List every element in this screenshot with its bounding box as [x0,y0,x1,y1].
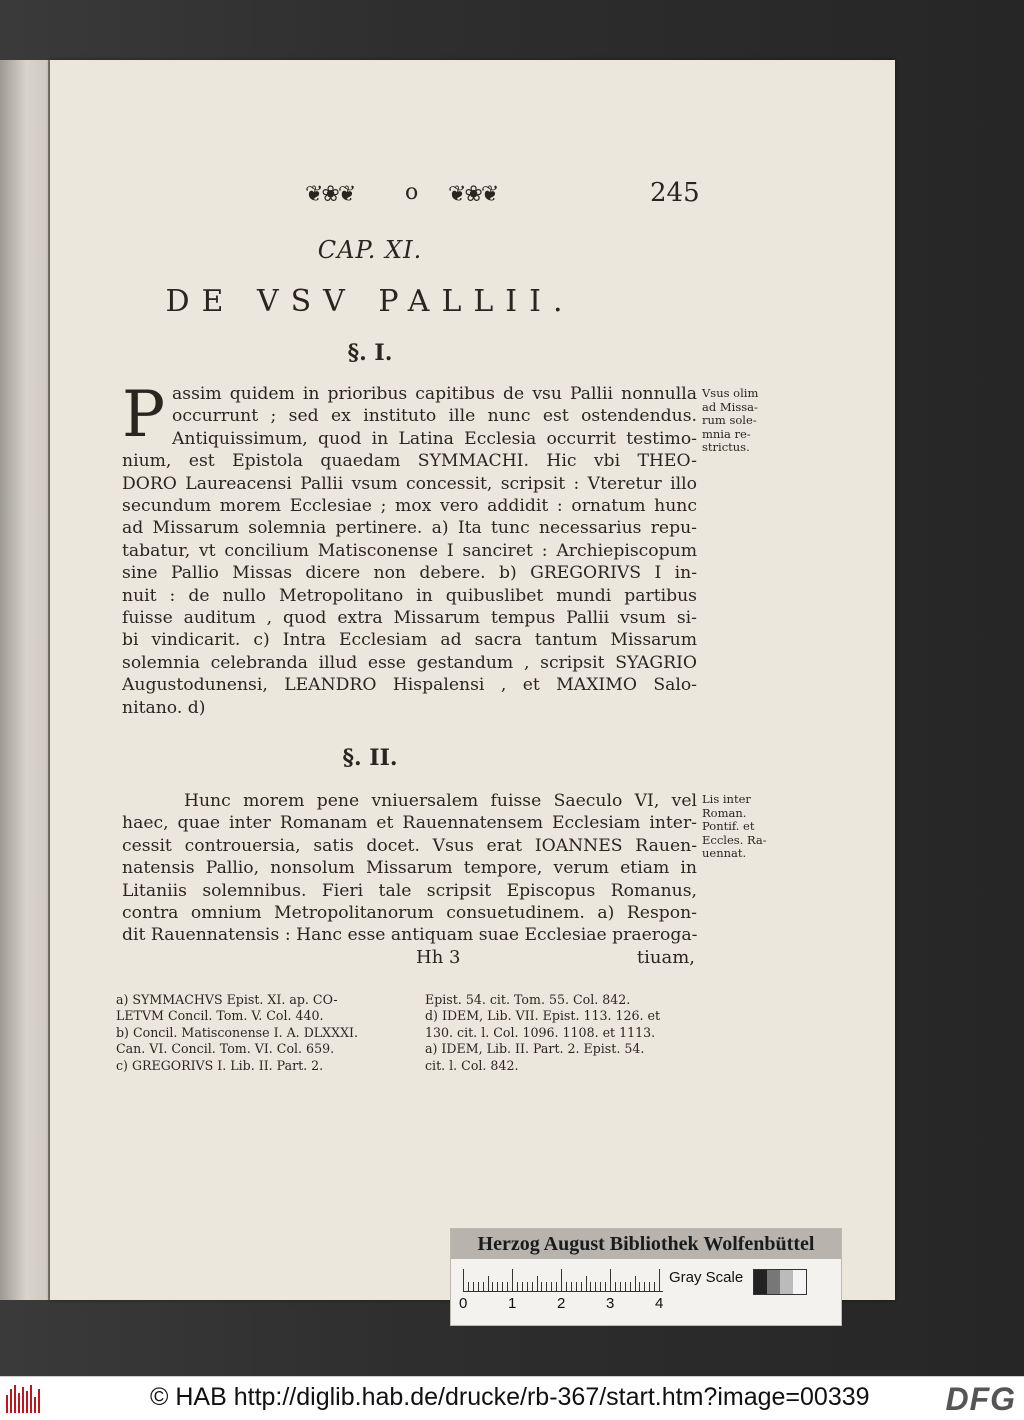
text-line: tabatur, vt concilium Matisconense I sanciret : Archiepiscopum [122,540,697,561]
ornament-left: ❦❀❦ [305,182,355,207]
text-line: bi vindicarit. c) Intra Ecclesiam ad sacra tantum Missarum [122,630,697,651]
ruler-tick [556,1282,557,1291]
ruler-tick [507,1282,508,1291]
footnote-line: a) IDEM, Lib. II. Part. 2. Epist. 54. [425,1041,645,1057]
text-line: nuit : de nullo Metropolitano in quibuslibet mundi partibus [122,585,697,606]
ruler-tick [566,1282,567,1291]
page-number: 245 [650,178,700,208]
margin-note-line: strictus. [702,440,750,454]
ruler-tick [512,1269,513,1291]
ruler-tick [639,1282,640,1291]
text-line: sine Pallio Missas dicere non debere. b) GREGORIVS I in- [122,563,697,584]
ruler-tick [532,1282,533,1291]
hab-logo-icon [6,1385,44,1413]
footnote-line: Can. VI. Concil. Tom. VI. Col. 659. [116,1041,335,1057]
ruler-tick [620,1282,621,1291]
ruler-tick [473,1282,474,1291]
ruler-tick [537,1276,538,1291]
ruler-tick [561,1269,562,1291]
ruler-tick [492,1282,493,1291]
footnote-line: d) IDEM, Lib. VII. Epist. 113. 126. et [425,1008,661,1024]
ruler-tick [644,1282,645,1291]
margin-note-line: mnia re- [702,426,751,441]
ruler-tick [610,1269,611,1291]
text-line: DORO Laureacensi Pallii vsum concessit, scripsit : Vteretur illo [122,473,697,494]
ruler-tick [463,1269,464,1291]
ruler-tick [625,1282,626,1291]
catch-line [50,947,695,971]
text-line: secundum morem Ecclesiae ; mox vero addidit : ornatum hunc [122,496,697,517]
logo-bar [26,1391,28,1413]
text-line: nium, est Epistola quaedam SYMMACHI. Hic vbi THEO- [122,451,697,472]
text-line: nitano. d) [122,697,206,718]
section-1-heading: §. I. [347,340,393,366]
ruler-tick [483,1282,484,1291]
ruler-tick [630,1282,631,1291]
previous-page-edge [0,60,50,1300]
ruler-tick [586,1276,587,1291]
text-line: assim quidem in prioribus capitibus de vsu Pallii nonnulla [172,384,697,404]
ruler-tick [522,1282,523,1291]
ruler-tick [478,1282,479,1291]
margin-note-line: ad Missa- [702,399,758,414]
page-header [50,178,895,208]
ruler-tick [527,1282,528,1291]
margin-note-line: rum sole- [702,413,757,427]
text-line: haec, quae inter Romanam et Rauennatensem Ecclesiam inter- [122,813,697,834]
ruler-tick [635,1276,636,1291]
ruler-tick [502,1282,503,1291]
chapter-title: DE VSV PALLII. [165,284,575,319]
copyright-link[interactable]: © HAB http://diglib.hab.de/drucke/rb-367/start.htm?image=00339 [150,1383,870,1411]
section-1-margin-note [702,387,782,455]
dfg-logo: DFG [945,1381,1016,1417]
footnote-line: cit. l. Col. 842. [425,1057,519,1073]
ruler-tick [497,1282,498,1291]
text-line: contra omnium Metropolitanorum consuetudinem. a) Respon- [122,903,697,924]
logo-bar [6,1395,8,1413]
ruler-tick [654,1282,655,1291]
margin-note-line: uennat. [702,846,747,860]
footnote-line: c) GREGORIVS I. Lib. II. Part. 2. [116,1057,324,1073]
ruler-tick [576,1282,577,1291]
ruler-tick [551,1282,552,1291]
ruler-number: 1 [508,1295,517,1312]
scale-ruler [463,1267,663,1292]
ruler-number: 0 [459,1295,468,1312]
section-2-heading: §. II. [342,745,398,771]
ruler-tick [600,1282,601,1291]
drop-cap: P [122,378,166,452]
logo-bar [18,1393,20,1413]
section-1-text [122,378,697,719]
footnote-line: Epist. 54. cit. Tom. 55. Col. 842. [425,992,631,1007]
footnotes-right [425,992,695,1074]
section-2-margin-note [702,793,782,861]
ruler-number: 3 [606,1295,615,1312]
text-line: fuisse auditum , quod extra Missarum tempus Pallii vsum si- [122,608,697,629]
ruler-number: 2 [557,1295,566,1312]
text-line: natensis Pallio, nonsolum Missarum tempore, verum etiam in [122,858,697,879]
logo-bar [38,1389,40,1413]
ruler-tick [649,1282,650,1291]
ruler-numbers [459,1295,679,1315]
ruler-tick [517,1282,518,1291]
ornament-center: o [405,180,419,205]
logo-bar [34,1397,36,1413]
catchword: tiuam, [636,947,695,968]
logo-bar [10,1389,12,1413]
margin-note-line: Lis inter [702,792,751,806]
footer-bar [0,1376,1024,1420]
ruler-tick [605,1282,606,1291]
margin-note-line: Pontif. et [702,819,755,833]
ruler-tick [541,1282,542,1291]
text-line: Hunc morem pene vniuersalem fuisse Saeculo VI, vel [184,791,697,811]
text-line: cessit controuersia, satis docet. Vsus erat IOANNES Rauen- [122,835,697,856]
library-label [450,1228,842,1326]
ruler-tick [595,1282,596,1291]
text-line: dit Rauennatensis : Hanc esse antiquam suae Ecclesiae praeroga- [122,925,698,946]
text-line: Antiquissimum, quod in Latina Ecclesia occurrit testimo- [172,428,697,449]
ruler-tick [590,1282,591,1291]
logo-bar [30,1385,32,1413]
ruler-tick [581,1282,582,1291]
ruler-tick [488,1276,489,1291]
ruler-tick [468,1282,469,1291]
gray-scale-swatch [753,1269,807,1295]
gray-scale-label: Gray Scale [669,1269,744,1286]
footnote-line: a) SYMMACHVS Epist. XI. ap. CO- [116,992,338,1007]
signature-mark: Hh 3 [416,947,461,968]
margin-note-line: Vsus olim [702,386,759,400]
text-line: Litaniis solemnibus. Fieri tale scripsit Episcopus Romanus, [122,880,697,901]
chapter-caption: CAP. XI. [317,236,423,264]
text-line: occurrunt ; sed ex instituto ille nunc est ostendendus. [172,406,697,427]
footnotes-left [116,992,401,1074]
text-line: ad Missarum solemnia pertinere. a) Ita tunc necessarius repu- [122,518,697,539]
margin-note-line: Roman. [702,805,747,820]
ruler-tick [546,1282,547,1291]
ruler-tick [615,1282,616,1291]
ruler-number: 4 [655,1295,664,1312]
logo-bar [14,1385,16,1413]
footnote-line: 130. cit. l. Col. 1096. 1108. et 1113. [425,1024,656,1040]
footnote-line: b) Concil. Matisconense I. A. DLXXXI. [116,1024,359,1040]
ruler-tick [571,1282,572,1291]
logo-bar [22,1387,24,1413]
section-2-text [122,790,697,947]
book-page [50,60,895,1300]
footnote-line: LETVM Concil. Tom. V. Col. 440. [116,1008,324,1024]
text-line: solemnia celebranda illud esse gestandum , scripsit SYAGRIO [122,652,697,673]
margin-note-line: Eccles. Ra- [702,832,767,847]
text-line: Augustodunensi, LEANDRO Hispalensi , et MAXIMO Salo- [122,675,697,696]
library-name: Herzog August Bibliothek Wolfenbüttel [451,1229,841,1259]
ornament-right: ❦❀❦ [448,182,498,207]
ruler-tick [659,1269,660,1291]
